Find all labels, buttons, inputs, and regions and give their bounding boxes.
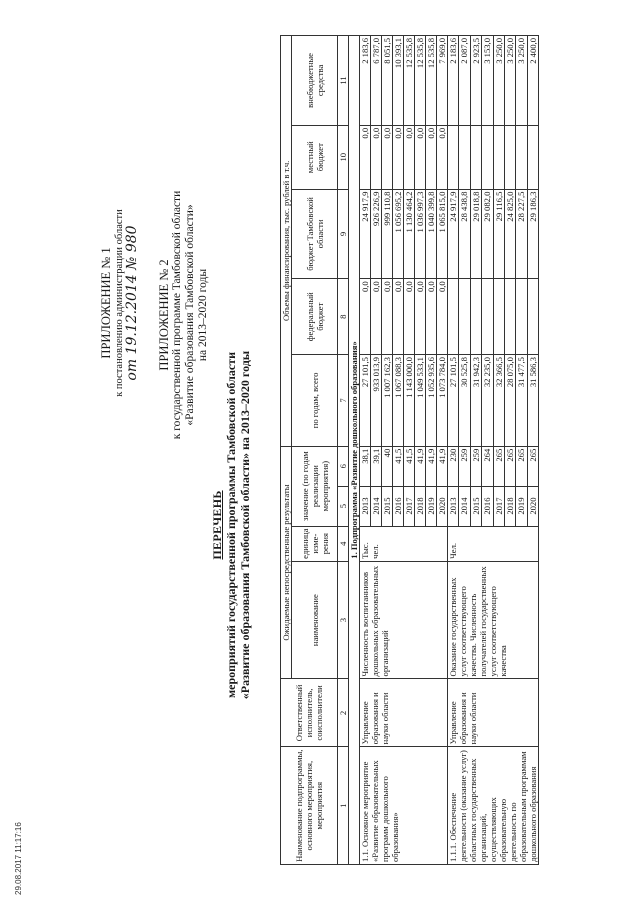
value-cell: 41,5	[404, 446, 415, 486]
result-name: Численность воспитанников дошкольных образовательных организаций	[360, 561, 448, 679]
appendix1-title: ПРИЛОЖЕНИЕ № 1	[99, 247, 113, 359]
local-cell: 0,0	[360, 125, 371, 189]
year-cell: 2017	[493, 486, 504, 526]
local-cell	[527, 125, 538, 189]
regional-cell: 29 082,0	[482, 189, 493, 279]
local-cell	[504, 125, 515, 189]
regional-cell: 28 438,8	[459, 189, 470, 279]
result-name: Оказание государственных услуг соответствующего качества. Численность получателей государственных услуг соответствующего качества	[448, 561, 539, 679]
year-cell: 2018	[415, 486, 426, 526]
regional-cell: 24 825,0	[504, 189, 515, 279]
federal-cell: 0,0	[393, 279, 404, 355]
total-cell: 32 366,5	[493, 355, 504, 447]
regional-cell: 1 056 695,2	[393, 189, 404, 279]
local-cell	[482, 125, 493, 189]
appendix1-to: к постановлению администрации области	[114, 209, 125, 397]
extra-cell: 8 051,5	[382, 36, 393, 126]
col-index: 8	[338, 279, 349, 355]
local-cell: 0,0	[404, 125, 415, 189]
year-cell: 2016	[482, 486, 493, 526]
col-results-header: Ожидаемые непосредственные результаты	[281, 446, 292, 679]
col-funding-header: Объемы финансирования, тыс. рублей в т.ч.	[281, 36, 292, 447]
value-cell: 265	[516, 446, 527, 486]
total-cell: 31 477,5	[516, 355, 527, 447]
measure-name: 1.1. Основное мероприятие «Развитие образовательных программ дошкольного образования»	[360, 747, 448, 865]
year-cell: 2015	[470, 486, 481, 526]
value-cell: 41,9	[426, 446, 437, 486]
federal-cell	[482, 279, 493, 355]
title-line-3: «Развитие образования Тамбовской области» на 2013–2020 годы	[238, 350, 252, 700]
appendix2-title: ПРИЛОЖЕНИЕ № 2	[157, 259, 171, 371]
subprogram-row	[349, 36, 360, 865]
total-cell: 1 067 088,3	[393, 355, 404, 447]
year-cell: 2016	[393, 486, 404, 526]
col-index: 5	[338, 486, 349, 526]
col-index: 11	[338, 36, 349, 126]
federal-cell	[470, 279, 481, 355]
extra-cell: 6 787,0	[371, 36, 382, 126]
value-cell: 265	[493, 446, 504, 486]
federal-cell	[504, 279, 515, 355]
table-header	[281, 36, 349, 865]
measures-table	[280, 35, 539, 865]
federal-cell: 0,0	[426, 279, 437, 355]
federal-cell: 0,0	[415, 279, 426, 355]
appendix2-to: к государственной программе Тамбовской области	[171, 190, 183, 440]
col-by-years-header: по годам, всего	[292, 355, 338, 447]
appendix2-program: «Развитие образования Тамбовской области»	[184, 204, 196, 426]
col-unit-header: единица изме-рения	[292, 526, 338, 561]
federal-cell: 0,0	[437, 279, 448, 355]
federal-cell: 0,0	[404, 279, 415, 355]
col-local-header: местный бюджет	[292, 125, 338, 189]
value-cell: 259	[459, 446, 470, 486]
col-index: 1	[338, 747, 349, 865]
appendix2-header	[158, 75, 210, 555]
extra-cell: 3 250,0	[493, 36, 504, 126]
total-cell: 1 049 533,1	[415, 355, 426, 447]
col-responsible-header: Ответственный исполнитель, соисполнители	[281, 679, 338, 747]
result-unit: Чел.	[448, 526, 539, 561]
year-cell: 2019	[516, 486, 527, 526]
col-index: 7	[338, 355, 349, 447]
col-index: 4	[338, 526, 349, 561]
total-cell: 30 525,8	[459, 355, 470, 447]
document-title	[210, 225, 252, 825]
regional-cell: 29 018,8	[470, 189, 481, 279]
extra-cell: 3 250,0	[504, 36, 515, 126]
federal-cell: 0,0	[360, 279, 371, 355]
extra-cell: 10 393,1	[393, 36, 404, 126]
appendix1-date-number: от 19.12.2014 № 980	[124, 225, 140, 381]
col-index: 3	[338, 561, 349, 679]
table-row	[448, 36, 459, 865]
regional-cell: 29 186,3	[527, 189, 538, 279]
title-line-2: мероприятий государственной программы Тамбовской области	[224, 352, 238, 699]
rotated-page	[100, 35, 640, 865]
appendix-header	[100, 43, 139, 563]
regional-cell: 24 917,9	[360, 189, 371, 279]
extra-cell: 12 535,8	[426, 36, 437, 126]
year-cell: 2017	[404, 486, 415, 526]
value-cell: 40	[382, 446, 393, 486]
col-result-name-header: наименование	[292, 561, 338, 679]
col-name-header: Наименование подпрограммы, основного мероприятия, мероприятия	[281, 747, 338, 865]
year-cell: 2019	[426, 486, 437, 526]
year-cell: 2015	[382, 486, 393, 526]
total-cell: 28 075,0	[504, 355, 515, 447]
federal-cell: 0,0	[371, 279, 382, 355]
extra-cell: 3 250,0	[516, 36, 527, 126]
federal-cell	[493, 279, 504, 355]
total-cell: 31 942,3	[470, 355, 481, 447]
total-cell: 1 143 000,0	[404, 355, 415, 447]
total-cell: 1 052 935,6	[426, 355, 437, 447]
local-cell: 0,0	[382, 125, 393, 189]
total-cell: 31 586,3	[527, 355, 538, 447]
local-cell	[493, 125, 504, 189]
extra-cell: 12 535,8	[404, 36, 415, 126]
value-cell: 41,9	[437, 446, 448, 486]
local-cell: 0,0	[415, 125, 426, 189]
value-cell: 41,9	[415, 446, 426, 486]
col-value-header: значение (по годам реализации мероприятия)	[292, 446, 338, 526]
total-cell: 27 101,5	[360, 355, 371, 447]
col-index: 6	[338, 446, 349, 486]
local-cell: 0,0	[393, 125, 404, 189]
regional-cell: 1 040 399,8	[426, 189, 437, 279]
regional-cell: 28 227,5	[516, 189, 527, 279]
extra-cell: 2 400,0	[527, 36, 538, 126]
year-cell: 2013	[448, 486, 459, 526]
year-cell: 2013	[360, 486, 371, 526]
regional-cell: 1 065 815,0	[437, 189, 448, 279]
total-cell: 1 073 784,0	[437, 355, 448, 447]
subprogram-title: 1. Подпрограмма «Развитие дошкольного образования»	[349, 36, 360, 865]
regional-cell: 29 116,5	[493, 189, 504, 279]
extra-cell: 2 087,0	[459, 36, 470, 126]
col-federal-header: федеральный бюджет	[292, 279, 338, 355]
local-cell	[516, 125, 527, 189]
measure-responsible: Управление образования и науки области	[448, 679, 539, 747]
value-cell: 38,1	[360, 446, 371, 486]
col-index: 10	[338, 125, 349, 189]
appendix2-years: на 2013–2020 годы	[197, 268, 209, 362]
year-cell: 2020	[437, 486, 448, 526]
year-cell: 2020	[527, 486, 538, 526]
local-cell: 0,0	[371, 125, 382, 189]
local-cell	[459, 125, 470, 189]
print-timestamp: 29.08.2017 11:17:16	[14, 822, 23, 895]
value-cell: 265	[527, 446, 538, 486]
federal-cell: 0,0	[382, 279, 393, 355]
total-cell: 27 101,5	[448, 355, 459, 447]
table-row	[360, 36, 371, 865]
regional-cell: 999 110,8	[382, 189, 393, 279]
total-cell: 1 007 162,3	[382, 355, 393, 447]
col-extra-header: внебюджетные средства	[292, 36, 338, 126]
year-cell: 2014	[459, 486, 470, 526]
col-regional-header: бюджет Тамбовской области	[292, 189, 338, 279]
col-index: 2	[338, 679, 349, 747]
measure-responsible: Управление образования и науки области	[360, 679, 448, 747]
federal-cell	[448, 279, 459, 355]
regional-cell: 1 036 997,3	[415, 189, 426, 279]
extra-cell: 2 183,6	[448, 36, 459, 126]
year-cell: 2018	[504, 486, 515, 526]
total-cell: 933 013,9	[371, 355, 382, 447]
local-cell	[448, 125, 459, 189]
regional-cell: 1 130 464,2	[404, 189, 415, 279]
title-line-1: ПЕРЕЧЕНЬ	[210, 490, 224, 560]
federal-cell	[516, 279, 527, 355]
regional-cell: 24 917,9	[448, 189, 459, 279]
value-cell: 264	[482, 446, 493, 486]
federal-cell	[527, 279, 538, 355]
value-cell: 230	[448, 446, 459, 486]
col-index: 9	[338, 189, 349, 279]
extra-cell: 2 183,6	[360, 36, 371, 126]
local-cell	[470, 125, 481, 189]
extra-cell: 2 923,5	[470, 36, 481, 126]
extra-cell: 3 153,0	[482, 36, 493, 126]
measure-name: 1.1.1. Обеспечение деятельности (оказание услуг) областных государственных организаций, осуществляющих образовательную деятельность по образовательным программам дошкольного образования	[448, 747, 539, 865]
extra-cell: 12 535,8	[415, 36, 426, 126]
extra-cell: 7 969,0	[437, 36, 448, 126]
total-cell: 32 235,0	[482, 355, 493, 447]
regional-cell: 926 226,9	[371, 189, 382, 279]
local-cell: 0,0	[437, 125, 448, 189]
value-cell: 39,1	[371, 446, 382, 486]
value-cell: 41,5	[393, 446, 404, 486]
local-cell: 0,0	[426, 125, 437, 189]
result-unit: Тыс. чел.	[360, 526, 448, 561]
federal-cell	[459, 279, 470, 355]
value-cell: 265	[504, 446, 515, 486]
year-cell: 2014	[371, 486, 382, 526]
column-index-row	[338, 36, 349, 865]
value-cell: 259	[470, 446, 481, 486]
